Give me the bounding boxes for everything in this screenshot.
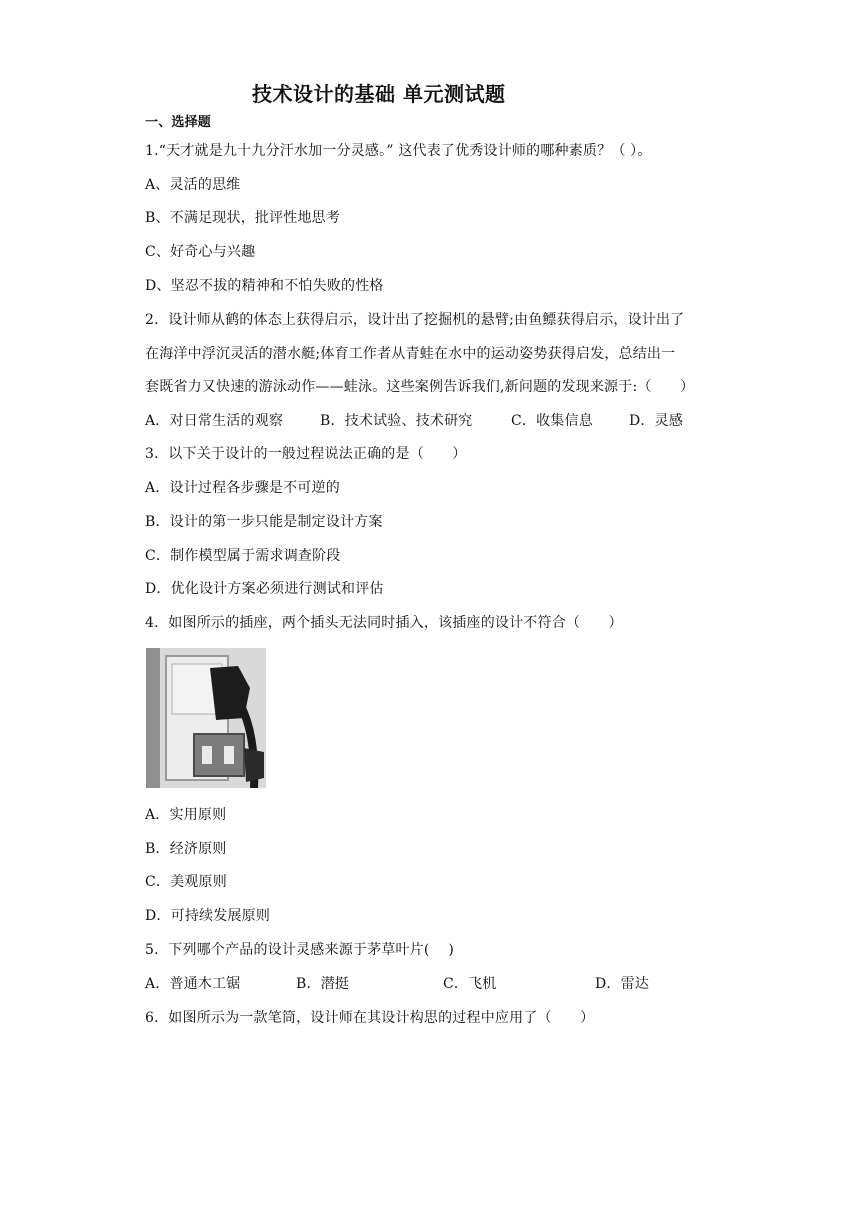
question-2-option-d: D．灵感 [629, 413, 684, 429]
question-3-option-b: B．设计的第一步只能是制定设计方案 [145, 514, 383, 530]
question-5-option-b: B．潜挺 [296, 976, 350, 992]
question-2-stem-line-2: 在海洋中浮沉灵活的潜水艇;体育工作者从青蛙在水中的运动姿势获得启发，总结出一 [145, 346, 676, 362]
question-3-option-c: C．制作模型属于需求调查阶段 [145, 548, 341, 564]
question-3-stem: 3．以下关于设计的一般过程说法正确的是（ ） [145, 446, 467, 462]
question-2-option-a: A．对日常生活的观察 [145, 413, 284, 429]
question-5-option-c: C．飞机 [443, 976, 497, 992]
page-title: 技术设计的基础 单元测试题 [252, 82, 506, 106]
question-4-stem: 4．如图所示的插座，两个插头无法同时插入，该插座的设计不符合（ ） [145, 615, 623, 631]
question-2-stem-line-1: 2．设计师从鹤的体态上获得启示，设计出了挖掘机的悬臂;由鱼鳔获得启示，设计出了 [145, 312, 685, 328]
question-1-stem: 1.“天才就是九十九分汗水加一分灵感。” 这代表了优秀设计师的哪种素质？（ ）。 [145, 143, 652, 159]
question-4-option-c: C．美观原则 [145, 874, 227, 890]
question-2-option-b: B．技术试验、技术研究 [320, 413, 473, 429]
question-2-option-c: C．收集信息 [511, 413, 593, 429]
question-1-option-b: B、不满足现状，批评性地思考 [145, 210, 341, 226]
question-2-stem-line-3: 套既省力又快速的游泳动作——蛙泳。这些案例告诉我们,新问题的发现来源于:（ ） [145, 379, 695, 395]
question-5-option-d: D．雷达 [595, 976, 650, 992]
question-5-option-a: A．普通木工锯 [145, 976, 241, 992]
question-1-option-a: A、灵活的思维 [145, 177, 241, 193]
socket-plug-illustration [146, 648, 266, 788]
question-3-option-a: A．设计过程各步骤是不可逆的 [145, 480, 340, 496]
question-3-option-d: D．优化设计方案必须进行测试和评估 [145, 581, 384, 597]
question-6-stem: 6．如图所示为一款笔筒，设计师在其设计构思的过程中应用了（ ） [145, 1010, 595, 1026]
question-4-option-d: D．可持续发展原则 [145, 908, 271, 924]
question-4-option-a: A．实用原则 [145, 807, 227, 823]
section-heading: 一、选择题 [145, 115, 212, 130]
question-5-stem: 5．下列哪个产品的设计灵感来源于茅草叶片( ) [145, 942, 455, 958]
question-1-option-c: C、好奇心与兴趣 [145, 244, 256, 260]
question-1-option-d: D、坚忍不拔的精神和不怕失败的性格 [145, 278, 384, 294]
socket-photo [146, 648, 266, 788]
question-4-option-b: B．经济原则 [145, 841, 227, 857]
